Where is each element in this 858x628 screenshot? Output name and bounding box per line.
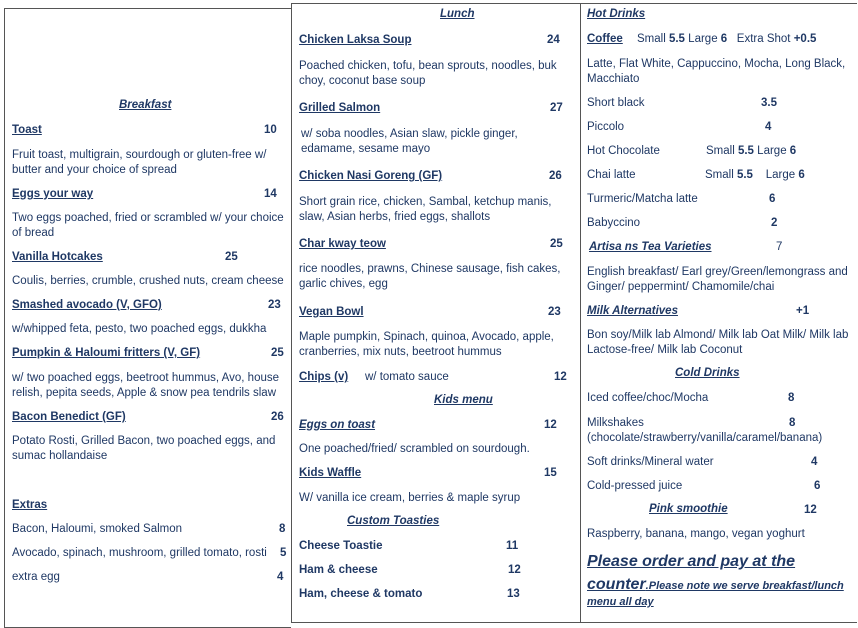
- extra-item-name: Avocado, spinach, mushroom, grilled tomato, rosti: [12, 547, 267, 559]
- order-note: .Please note we serve breakfast/lunch menu all day: [587, 580, 844, 608]
- eggs-price: 14: [264, 188, 277, 200]
- turmeric-name: Turmeric/Matcha latte: [587, 193, 698, 205]
- fritters-name: Pumpkin & Haloumi fritters (V, GF): [12, 347, 201, 359]
- chai-large-label: Large: [765, 169, 796, 181]
- order-line-2: counter: [587, 576, 646, 593]
- extra-item-name: Bacon, Haloumi, smoked Salmon: [12, 523, 183, 535]
- extra-item-name: extra egg: [12, 571, 60, 583]
- kway-price: 25: [550, 238, 563, 250]
- extra-item-price: 4: [277, 571, 284, 583]
- kids-waffle-desc: W/ vanilla ice cream, berries & maple syrup: [299, 492, 521, 504]
- eggs-desc: Two eggs poached, fried or scrambled w/ your choice of bread: [12, 212, 284, 239]
- coffee-extra-price: +0.5: [793, 33, 817, 45]
- vegan-desc: Maple pumpkin, Spinach, quinoa, Avocado, apple, cranberries, mix nuts, beetroot hummus: [299, 331, 554, 358]
- extra-item-price: 5: [280, 547, 287, 559]
- benedict-name: Bacon Benedict (GF): [12, 411, 126, 423]
- coffee-large-label: Large: [688, 33, 718, 45]
- milkshakes-price: 8: [789, 417, 796, 429]
- avo-price: 23: [268, 299, 281, 311]
- hot-chocolate-large-price: 6: [789, 145, 797, 157]
- hot-chocolate-sizes: [706, 144, 796, 159]
- goreng-name: Chicken Nasi Goreng (GF): [299, 170, 443, 182]
- toast-name: Toast: [12, 124, 42, 136]
- iced-name: Iced coffee/choc/Mocha: [587, 392, 709, 404]
- fritters-desc: w/ two poached eggs, beetroot hummus, Avo, house relish, pepita seeds, Apple & snow pea tendrils slaw: [12, 372, 280, 399]
- toastie-name: Cheese Toastie: [299, 540, 383, 552]
- chips-name: Chips (v): [299, 371, 349, 383]
- tea-desc: English breakfast/ Earl grey/Green/lemongrass and Ginger/ peppermint/ Chamomile/chai: [587, 266, 848, 293]
- hotcakes-price: 25: [225, 251, 238, 263]
- toastie-name: Ham & cheese: [299, 564, 378, 576]
- milk-desc: Bon soy/Milk lab Almond/ Milk lab Oat Milk/ Milk lab Lactose-free/ Milk lab Coconut: [587, 329, 849, 356]
- turmeric-price: 6: [769, 193, 776, 205]
- toast-desc: Fruit toast, multigrain, sourdough or gluten-free w/ butter and your choice of spread: [12, 149, 267, 176]
- chai-small-label: Small: [705, 169, 734, 181]
- tea-name: Artisa ns Tea Varieties: [589, 241, 712, 253]
- breakfast-heading: Breakfast: [119, 99, 172, 111]
- eggs-name: Eggs your way: [12, 188, 94, 200]
- hot-drinks-heading: Hot Drinks: [587, 8, 646, 20]
- lunch-heading: Lunch: [440, 8, 475, 20]
- vegan-price: 23: [548, 306, 561, 318]
- toastie-name: Ham, cheese & tomato: [299, 588, 423, 600]
- juice-name: Cold-pressed juice: [587, 480, 683, 492]
- extra-item-price: 8: [279, 523, 286, 535]
- coffee-extra-label: Extra Shot: [736, 33, 791, 45]
- vegan-name: Vegan Bowl: [299, 306, 364, 318]
- goreng-price: 26: [549, 170, 562, 182]
- chips-extra: w/ tomato sauce: [365, 371, 449, 383]
- smoothie-desc: Raspberry, banana, mango, vegan yoghurt: [587, 528, 805, 540]
- hotcakes-name: Vanilla Hotcakes: [12, 251, 103, 263]
- benedict-desc: Potato Rosti, Grilled Bacon, two poached eggs, and sumac hollandaise: [12, 435, 276, 462]
- babyccino-price: 2: [771, 217, 778, 229]
- kway-name: Char kway teow: [299, 238, 386, 250]
- coffee-name: Coffee: [587, 33, 623, 45]
- kids-heading: Kids menu: [434, 394, 493, 406]
- smoothie-price: 12: [804, 504, 817, 516]
- hot-chocolate-large-label: Large: [757, 145, 787, 157]
- chips-price: 12: [554, 371, 567, 383]
- chai-name: Chai latte: [587, 169, 636, 181]
- coffee-large-price: 6: [720, 33, 728, 45]
- avo-name: Smashed avocado (V, GFO): [12, 299, 162, 311]
- hot-item-price: 3.5: [761, 97, 777, 109]
- chai-sizes: [705, 168, 805, 183]
- chai-large-price: 6: [798, 169, 805, 181]
- kids-eggs-desc: One poached/fried/ scrambled on sourdough.: [299, 443, 530, 455]
- juice-price: 6: [814, 480, 821, 492]
- kids-waffle-name: Kids Waffle: [299, 467, 362, 479]
- milk-price: +1: [796, 305, 810, 317]
- milkshakes-name: Milkshakes: [587, 417, 644, 429]
- fritters-price: 25: [271, 347, 284, 359]
- kids-eggs-price: 12: [544, 419, 557, 431]
- coffee-desc: Latte, Flat White, Cappuccino, Mocha, Long Black, Macchiato: [587, 58, 846, 85]
- tea-price: 7: [776, 241, 783, 253]
- hot-item-price: 4: [765, 121, 772, 133]
- coffee-small-price: 5.5: [668, 33, 685, 45]
- drinks-column: [581, 3, 857, 623]
- milk-name: Milk Alternatives: [587, 305, 678, 317]
- goreng-desc: Short grain rice, chicken, Sambal, ketchup manis, slaw, Asian herbs, fried eggs, shallots: [299, 196, 552, 223]
- laksa-price: 24: [547, 34, 560, 46]
- lunch-column: [291, 3, 581, 623]
- soft-drinks-price: 4: [811, 456, 818, 468]
- laksa-name: Chicken Laksa Soup: [299, 34, 412, 46]
- breakfast-column: [4, 8, 291, 628]
- soft-drinks-name: Soft drinks/Mineral water: [587, 456, 714, 468]
- benedict-price: 26: [271, 411, 284, 423]
- hotcakes-desc: Coulis, berries, crumble, crushed nuts, cream cheese: [12, 275, 284, 287]
- toastie-price: 11: [506, 540, 519, 552]
- laksa-desc: Poached chicken, tofu, bean sprouts, noodles, buk choy, coconut base soup: [299, 60, 557, 87]
- hot-item-name: Short black: [587, 97, 645, 109]
- extras-heading: Extras: [12, 499, 48, 511]
- kids-eggs-name: Eggs on toast: [299, 419, 376, 431]
- toastie-price: 12: [508, 564, 521, 576]
- chai-small-price: 5.5: [736, 169, 753, 181]
- iced-price: 8: [788, 392, 795, 404]
- toasties-heading: Custom Toasties: [347, 515, 440, 527]
- milkshakes-desc: (chocolate/strawberry/vanilla/caramel/banana): [587, 432, 823, 444]
- smoothie-name: Pink smoothie: [649, 503, 728, 515]
- order-line-1: Please order and pay at the: [587, 553, 796, 570]
- toast-price: 10: [264, 124, 277, 136]
- toastie-price: 13: [507, 588, 520, 600]
- coffee-sizes: [637, 32, 816, 47]
- salmon-price: 27: [550, 102, 563, 114]
- salmon-desc: w/ soba noodles, Asian slaw, pickle ginger, edamame, sesame mayo: [301, 128, 518, 155]
- hot-chocolate-name: Hot Chocolate: [587, 145, 660, 157]
- avo-desc: w/whipped feta, pesto, two poached eggs, dukkha: [12, 323, 267, 335]
- salmon-name: Grilled Salmon: [299, 102, 381, 114]
- cold-drinks-heading: Cold Drinks: [675, 367, 740, 379]
- kway-desc: rice noodles, prawns, Chinese sausage, fish cakes, garlic chives, egg: [299, 263, 561, 290]
- coffee-small-label: Small: [637, 33, 666, 45]
- kids-waffle-price: 15: [544, 467, 557, 479]
- babyccino-name: Babyccino: [587, 217, 641, 229]
- hot-chocolate-small-price: 5.5: [737, 145, 754, 157]
- hot-chocolate-small-label: Small: [706, 145, 735, 157]
- order-note-block: [587, 575, 855, 610]
- hot-item-name: Piccolo: [587, 121, 625, 133]
